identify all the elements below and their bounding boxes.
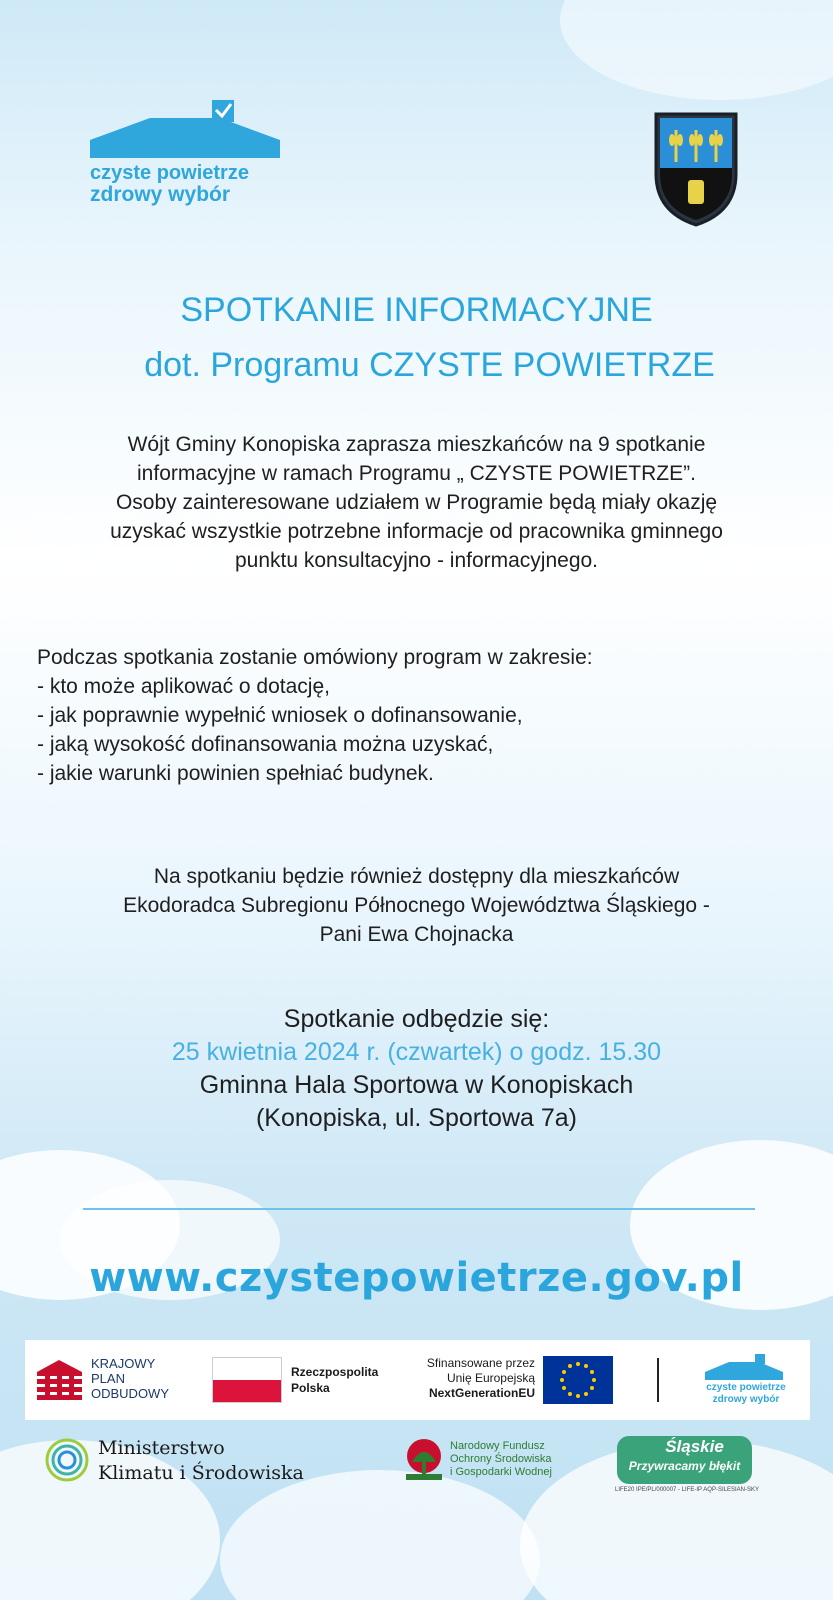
- kpo-line: ODBUDOWY: [91, 1386, 169, 1401]
- ministry-line: Ministerstwo: [98, 1437, 225, 1459]
- meeting-info: [0, 1003, 833, 1135]
- cp-small-line: zdrowy wybór: [712, 1394, 780, 1405]
- meeting-label: Spotkanie odbędzie się:: [283, 1005, 550, 1033]
- title-line-1: SPOTKANIE INFORMACYJNE: [180, 291, 653, 329]
- scope-item: - jakie warunki powinien spełniać budynek.: [37, 762, 434, 785]
- scope-heading: Podczas spotkania zostanie omówiony program w zakresie:: [37, 646, 593, 669]
- intro-line: Wójt Gminy Konopiska zaprasza mieszkańców na 9 spotkanie: [127, 433, 706, 456]
- scope-item: - jaką wysokość dofinansowania można uzyskać,: [37, 733, 494, 756]
- advisor-line: Ekodoradca Subregionu Północnego Województwa Śląskiego -: [123, 894, 710, 917]
- advisor-paragraph: [0, 862, 833, 949]
- slaskie-slogan: Przywracamy błękit: [628, 1459, 741, 1473]
- nfos-line: i Gospodarki Wodnej: [450, 1466, 552, 1478]
- house-icon: [705, 1354, 783, 1380]
- czyste-powietrze-logo: [90, 100, 280, 230]
- slaskie-logo: [617, 1436, 752, 1484]
- divider: [83, 1208, 755, 1210]
- title-line-2: dot. Programu CZYSTE POWIETRZE: [144, 346, 715, 384]
- intro-line: Osoby zainteresowane udziałem w Programie będą miały okazję: [115, 491, 718, 514]
- scope-list: [37, 643, 797, 788]
- gmina-crest: [652, 112, 740, 227]
- kpo-text: [91, 1356, 169, 1401]
- house-icon: [90, 100, 280, 160]
- rp-text: [291, 1364, 378, 1396]
- website-link[interactable]: www.czystepowietrze.gov.pl: [89, 1255, 744, 1301]
- nfos-line: Ochrony Środowiska: [450, 1453, 552, 1465]
- eu-text: [405, 1356, 535, 1401]
- nfos-text: [450, 1440, 552, 1479]
- logo-line-2: zdrowy wybór: [90, 183, 231, 206]
- rp-line: Polska: [291, 1381, 330, 1395]
- ministry-swirl-icon: [45, 1436, 89, 1484]
- eu-line: NextGenerationEU: [428, 1386, 535, 1400]
- slaskie-name: Śląskie: [665, 1437, 724, 1456]
- slaskie-code: LIFE20 IPE/PL/000007 - LIFE-IP AQP-SILESIAN-SKY: [615, 1487, 759, 1493]
- meeting-place: Gminna Hala Sportowa w Konopiskach: [199, 1071, 634, 1099]
- intro-line: informacyjne w ramach Programu „ CZYSTE POWIETRZE”.: [137, 462, 696, 485]
- meeting-date: 25 kwietnia 2024 r. (czwartek) o godz. 15.30: [171, 1038, 662, 1066]
- coat-of-arms-icon: [652, 112, 740, 227]
- sponsor-bar: [25, 1340, 810, 1420]
- ministry-text: [98, 1436, 304, 1486]
- kpo-line: PLAN: [91, 1371, 125, 1386]
- advisor-line: Pani Ewa Chojnacka: [319, 923, 514, 946]
- nfos-tree-icon: [404, 1438, 444, 1482]
- rp-line: Rzeczpospolita: [291, 1365, 379, 1379]
- scope-item: - kto może aplikować o dotację,: [37, 675, 330, 698]
- eu-line: Unię Europejską: [446, 1371, 535, 1385]
- meeting-address: (Konopiska, ul. Sportowa 7a): [255, 1104, 577, 1132]
- cp-small-text: [701, 1382, 791, 1406]
- intro-line: punktu konsultacyjno - informacyjnego.: [234, 549, 599, 572]
- intro-line: uzyskać wszystkie potrzebne informacje od pracownika gminnego: [110, 520, 723, 543]
- cp-small-line: czyste powietrze: [706, 1382, 786, 1393]
- polish-flag-icon: [212, 1357, 282, 1403]
- kpo-icon: [37, 1358, 82, 1403]
- eu-line: Sfinansowane przez: [426, 1356, 535, 1370]
- scope-item: - jak poprawnie wypełnić wniosek o dofinansowanie,: [37, 704, 523, 727]
- advisor-line: Na spotkaniu będzie również dostępny dla mieszkańców: [153, 865, 680, 888]
- kpo-line: KRAJOWY: [91, 1356, 156, 1371]
- ministry-line: Klimatu i Środowiska: [98, 1462, 304, 1484]
- logo-line-1: czyste powietrze: [90, 162, 249, 184]
- separator: [657, 1358, 659, 1402]
- intro-paragraph: [0, 430, 833, 575]
- nfos-line: Narodowy Fundusz: [450, 1440, 545, 1452]
- eu-flag-icon: [543, 1356, 613, 1404]
